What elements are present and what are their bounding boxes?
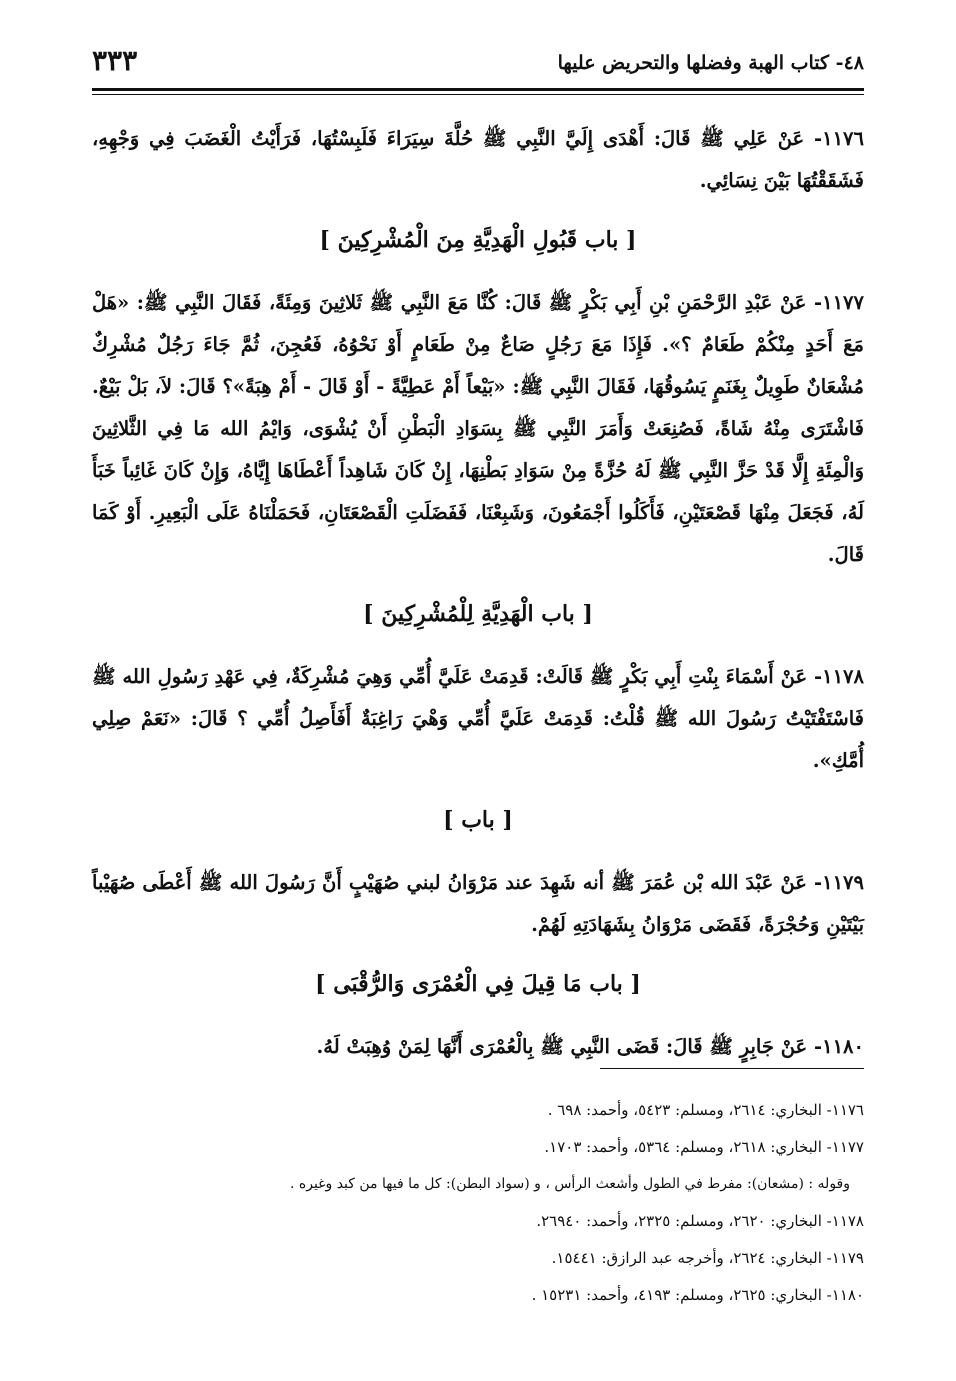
hadith-text: عَنْ عَبْدِ الرَّحْمَنِ بْنِ أَبِي بَكْرٍ ﷺ قَالَ: كُنَّا مَعَ النَّبِي ﷺ ثَلاثِينَ وَمِئَةً، فَقَالَ النَّبِي ﷺ: «هَلْ مَعَ أَحَدٍ مِنْكُمْ طَعَامٌ ؟». فَإِذَا مَعَ رَجُلٍ صَاعٌ مِنْ طَعَامٍ أَوْ نَحْوُهُ، فَعُجِنَ، ثُمَّ جَاءَ رَجُلٌ مُشْرِكٌ مُشْعَانٌ طَوِيلٌ بِغَنَمٍ يَسُوقُهَا، فَقَالَ النَّبِي ﷺ: «بَيْعاً أَمْ عَطِيَّةً - أَوْ قَالَ - أَمْ هِبَةً»؟ قَالَ: لاَ، بَلْ بَيْعٌ. فَاشْتَرَى مِنْهُ شَاةً، فَصُنِعَتْ وَأَمَرَ النَّبِي ﷺ بِسَوَادِ الْبَطْنِ أَنْ يُشْوَى، وَايْمُ الله مَا فِي الثَّلاثِينَ وَالْمِئَةِ إِلَّا قَدْ حَزَّ النَّبِي ﷺ لَهُ حُزَّةً مِنْ سَوَادِ بَطْنِهَا، إِنْ كَانَ شَاهِداً أَعْطَاهَا إِيَّاهُ، وَإِنْ كَانَ غَائِباً خَبَأَ لَهُ، فَجَعَلَ مِنْهَا قَصْعَتَيْنِ، فَأَكَلُوا أَجْمَعُونَ، وَشَبِعْنَا، فَفَضَلَتِ الْقَصْعَتَانِ، فَحَمَلْنَاهُ عَلَى الْبَعِيرِ. أَوْ كَمَا قَالَ.: [92, 291, 864, 566]
chapter-heading-gifts-to-polytheists: [ باب الْهَدِيَّةِ لِلْمُشْرِكِينَ ]: [363, 601, 593, 627]
footnote-1176: ١١٧٦- البخاري: ٢٦١٤، ومسلم: ٥٤٢٣، وأحمد: ٦٩٨ .: [547, 1101, 864, 1119]
hadith-number: ١١٧٦-: [814, 127, 864, 150]
hadith-text: عَنْ جَابِرٍ ﷺ قَالَ: قَضَى النَّبِي ﷺ بِالْعُمْرَى أَنَّهَا لِمَنْ وُهِبَتْ لَهُ.: [316, 1035, 808, 1058]
page-body: [92, 118, 864, 1080]
chapter-heading-umra-ruqba: [ باب مَا قِيلَ فِي الْعُمْرَى وَالرُّقْبَى ]: [315, 971, 641, 997]
chapter-title: ٤٨- كتاب الهبة وفضلها والتحريض عليها: [557, 52, 864, 74]
header-rule: [92, 88, 864, 91]
page-number: ٣٣٣: [92, 44, 138, 77]
hadith-1177: [92, 282, 864, 576]
hadith-number: ١١٧٩-: [814, 871, 865, 894]
footnotes: [200, 1092, 864, 1314]
chapter-heading-untitled: [ باب ]: [443, 807, 513, 833]
footnote-separator: [600, 1068, 864, 1069]
hadith-number: ١١٧٧-: [814, 291, 864, 314]
footnote-1180: ١١٨٠- البخاري: ٢٦٢٥، ومسلم: ٤١٩٣، وأحمد: ١٥٢٣١ .: [531, 1286, 864, 1304]
running-header: [92, 40, 864, 84]
footnote-1178: ١١٧٨- البخاري: ٢٦٢٠، ومسلم: ٢٣٢٥، وأحمد: ٢٦٩٤٠.: [536, 1212, 864, 1230]
footnote-1179: ١١٧٩- البخاري: ٢٦٢٤، وأخرجه عبد الرازق: ١٥٤٤١.: [551, 1249, 864, 1267]
hadith-number: ١١٧٨-: [814, 665, 864, 688]
hadith-text: عَنْ عَلِي ﷺ قَالَ: أَهْدَى إِلَيَّ النَّبِي ﷺ حُلَّةَ سِيَرَاءَ فَلَبِسْتُهَا، فَرَأَيْتُ الْغَضَبَ فِي وَجْهِهِ، فَشَقَقْتُهَا بَيْنَ نِسَائِي.: [92, 127, 864, 192]
footnote-1177: ١١٧٧- البخاري: ٢٦١٨، ومسلم: ٥٣٦٤، وأحمد: ١٧٠٣.: [544, 1138, 864, 1156]
hadith-1179: [92, 862, 864, 946]
hadith-number: ١١٨٠-: [814, 1035, 864, 1058]
footnote-glossary-note: وقوله : (مشعان): مفرط في الطول وأشعث الرأس ، و (سواد البطن): كل ما فيها من كبد وغيره .: [289, 1176, 850, 1192]
hadith-1178: [92, 656, 864, 782]
chapter-heading-accepting-gifts-from-polytheists: [ باب قَبُولِ الْهَدِيَّةِ مِنَ الْمُشْرِكِينَ ]: [319, 227, 637, 253]
hadith-1176: [92, 118, 864, 202]
hadith-text: عَنْ عَبْدَ الله بْن عُمَرَ ﷺ أنه شَهِدَ عند مَرْوَانُ لبني صُهَيْبٍ أَنَّ رَسُولَ الله ﷺ أَعْطَى صُهَيْباً بَيْتَيْنِ وَحُجْرَةً، فَقَضَى مَرْوَانُ بِشَهَادَتِهِ لَهُمْ.: [92, 871, 864, 936]
hadith-text: عَنْ أَسْمَاءَ بِنْتِ أَبِي بَكْرٍ ﷺ قَالَتْ: قَدِمَتْ عَلَيَّ أُمِّي وَهِيَ مُشْرِكَةٌ، فِي عَهْدِ رَسُولِ الله ﷺ فَاسْتَفْتَيْتُ رَسُولَ الله ﷺ قُلْتُ: قَدِمَتْ عَلَيَّ أُمِّي وَهْيَ رَاغِبَةٌ أَفَأَصِلُ أُمِّي ؟ قَالَ: «نَعَمْ صِلِي أُمَّكِ».: [92, 665, 864, 772]
header-rule-thin: [92, 94, 864, 95]
hadith-1180: [92, 1026, 864, 1068]
